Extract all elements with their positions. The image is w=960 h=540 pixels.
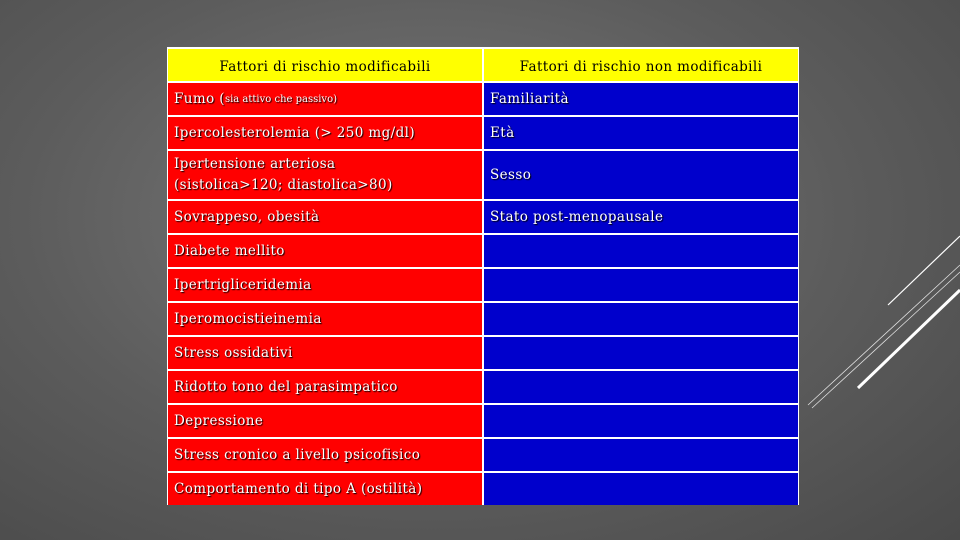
modifiable-cell	[168, 151, 482, 199]
non-modifiable-cell	[484, 235, 798, 267]
modifiable-cell: Ridotto tono del parasimpatico	[168, 371, 482, 403]
modifiable-cell: Depressione	[168, 405, 482, 437]
non-modifiable-cell	[484, 405, 798, 437]
deco-line	[812, 272, 960, 408]
header-modifiable: Fattori di rischio modificabili	[168, 49, 482, 81]
non-modifiable-cell: Familiarità	[484, 83, 798, 115]
modifiable-cell: Stress cronico a livello psicofisico	[168, 439, 482, 471]
non-modifiable-cell: Stato post-menopausale	[484, 201, 798, 233]
modifiable-cell: Iperomocistieinemia	[168, 303, 482, 335]
modifiable-cell	[168, 83, 482, 115]
non-modifiable-cell	[484, 303, 798, 335]
risk-factors-table	[167, 47, 799, 505]
non-modifiable-cell: Sesso	[484, 151, 798, 199]
cell-text: Ipertensione arteriosa	[174, 156, 336, 172]
cell-text: (sistolica>120; diastolica>80)	[174, 177, 393, 193]
non-modifiable-cell: Età	[484, 117, 798, 149]
non-modifiable-cell	[484, 337, 798, 369]
modifiable-cell: Diabete mellito	[168, 235, 482, 267]
modifiable-cell: Ipercolesterolemia (> 250 mg/dl)	[168, 117, 482, 149]
modifiable-cell: Ipertrigliceridemia	[168, 269, 482, 301]
modifiable-cell: Stress ossidativi	[168, 337, 482, 369]
deco-line	[858, 290, 960, 388]
deco-line	[808, 265, 960, 405]
non-modifiable-cell	[484, 473, 798, 505]
non-modifiable-cell	[484, 269, 798, 301]
modifiable-cell: Comportamento di tipo A (ostilità)	[168, 473, 482, 505]
modifiable-cell: Sovrappeso, obesità	[168, 201, 482, 233]
cell-text: Fumo (	[174, 91, 225, 107]
non-modifiable-cell	[484, 439, 798, 471]
non-modifiable-cell	[484, 371, 798, 403]
deco-line	[888, 236, 960, 305]
header-non-modifiable: Fattori di rischio non modificabili	[484, 49, 798, 81]
cell-note: sia attivo che passivo)	[224, 93, 338, 105]
